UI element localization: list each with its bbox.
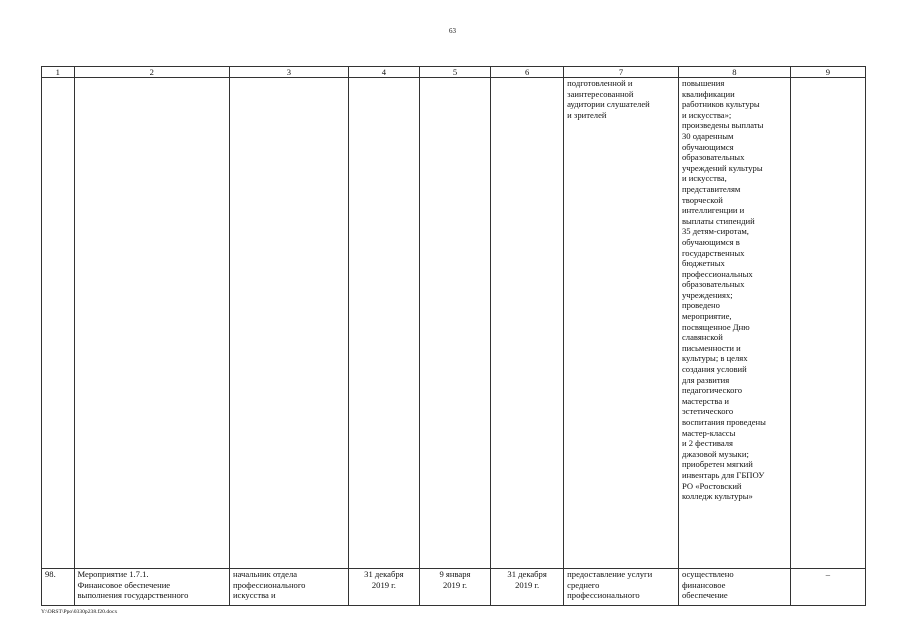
- cell-98-number: 98.: [42, 569, 75, 606]
- column-header-3: 3: [229, 67, 348, 78]
- report-table: [41, 66, 866, 606]
- column-header-1: 1: [42, 67, 75, 78]
- cell-98-actual-start: 9 января 2019 г.: [419, 569, 490, 606]
- cell-98-actual-end: 31 декабря 2019 г.: [491, 569, 564, 606]
- page-number: 63: [449, 27, 456, 35]
- table-row-98: [42, 569, 866, 606]
- file-path-footer: Y:\ORST\Ppo\0330p238.f20.docx: [41, 609, 118, 615]
- column-header-9: 9: [790, 67, 865, 78]
- column-header-4: 4: [348, 67, 419, 78]
- cell-98-expected-result: предоставление услуги среднего профессионального: [564, 569, 679, 606]
- table-row-continuation: [42, 78, 866, 569]
- cell-continuation-col3: [229, 78, 348, 569]
- cell-98-actual-result: осуществлено финансовое обеспечение: [678, 569, 790, 606]
- cell-98-activity: Мероприятие 1.7.1. Финансовое обеспечение выполнения государственного: [74, 569, 229, 606]
- cell-continuation-col6: [491, 78, 564, 569]
- cell-98-notes: –: [790, 569, 865, 606]
- cell-98-planned-date: 31 декабря 2019 г.: [348, 569, 419, 606]
- cell-continuation-col7: подготовленной и заинтересованной аудитории слушателей и зрителей: [564, 78, 679, 569]
- cell-continuation-col4: [348, 78, 419, 569]
- column-number-header-row: [42, 67, 866, 78]
- cell-continuation-col1: [42, 78, 75, 569]
- cell-continuation-col5: [419, 78, 490, 569]
- column-header-6: 6: [491, 67, 564, 78]
- cell-continuation-col9: [790, 78, 865, 569]
- column-header-2: 2: [74, 67, 229, 78]
- column-header-5: 5: [419, 67, 490, 78]
- column-header-8: 8: [678, 67, 790, 78]
- cell-98-responsible: начальник отдела профессионального искусства и: [229, 569, 348, 606]
- column-header-7: 7: [564, 67, 679, 78]
- cell-continuation-col8: повышения квалификации работников культуры и искусства»; произведены выплаты 30 одаренным обучающимся образовательных учреждений культуры и искусства, представителям творческой интеллигенции и выплаты стипендий 35 детям-сиротам, обучающимся в государственных бюджетных профессиональных образовательных учреждениях; проведено мероприятие, посвященное Дню славянской письменности и культуры; в целях создания условий для развития педагогического мастерства и эстетического воспитания проведены мастер-классы и 2 фестиваля джазовой музыки; приобретен мягкий инвентарь для ГБПОУ РО «Ростовский колледж культуры»: [678, 78, 790, 569]
- cell-continuation-col2: [74, 78, 229, 569]
